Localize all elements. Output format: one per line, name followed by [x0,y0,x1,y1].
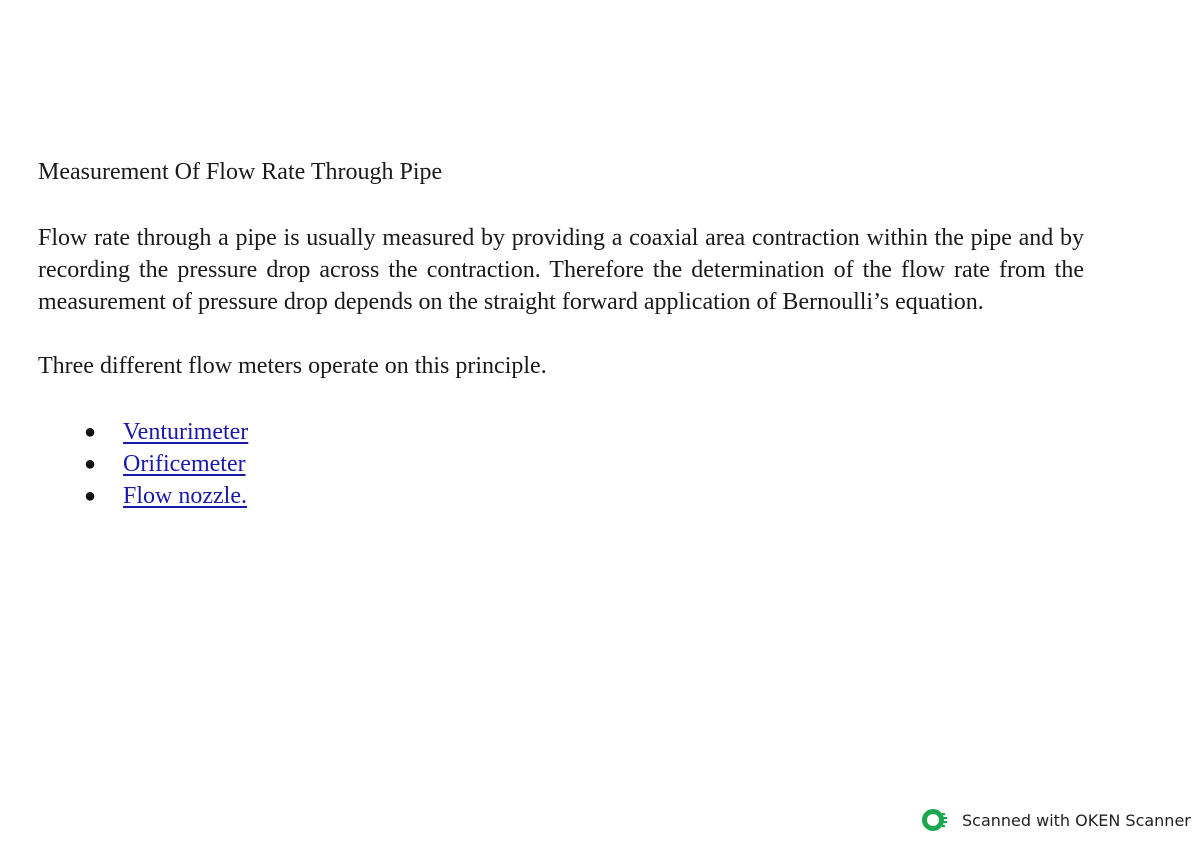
list-item [38,416,1084,448]
orificemeter-link[interactable]: Orificemeter [123,451,246,477]
flow-nozzle-link[interactable]: Flow nozzle. [123,483,247,509]
principle-paragraph: Three different flow meters operate on this principle. [38,353,547,379]
document-page [38,156,1084,512]
scanner-badge [922,808,1191,832]
bullet-icon: ● [84,485,97,507]
flow-meter-list [38,416,1084,512]
bullet-icon: ● [84,453,97,475]
list-item [38,448,1084,480]
venturimeter-link[interactable]: Venturimeter [123,419,249,445]
list-item [38,480,1084,512]
oken-scanner-logo-icon [922,808,952,832]
bullet-icon: ● [84,421,97,443]
intro-paragraph: Flow rate through a pipe is usually measured by providing a coaxial area contraction within the pipe and by recording the pressure drop across the contraction. Therefore the determination of the flow rate from the measurement of pressure drop depends on the straight forward application of Bernoulli’s equation. [38,225,1084,315]
document-title: Measurement Of Flow Rate Through Pipe [38,159,443,185]
scanner-badge-text: Scanned with OKEN Scanner [962,810,1191,830]
